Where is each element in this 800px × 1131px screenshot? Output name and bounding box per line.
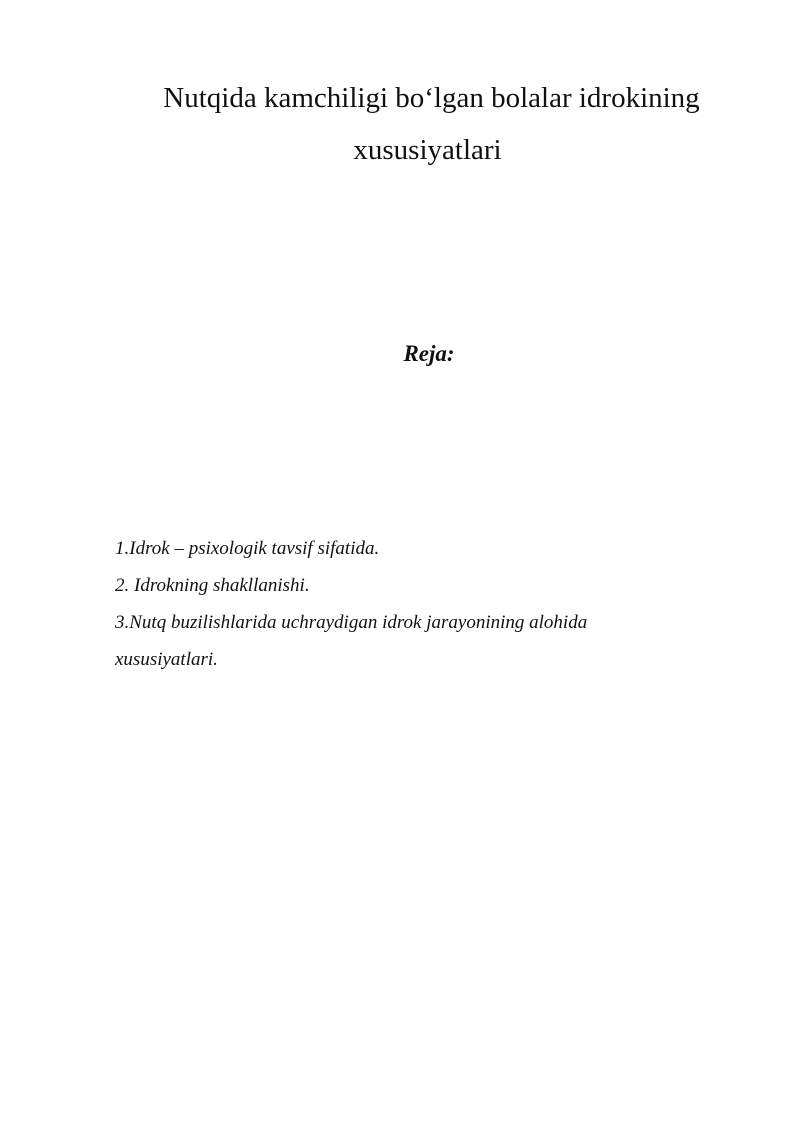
document-title-line-2: xususiyatlari xyxy=(353,134,502,166)
plan-item-1: 1.Idrok – psixologik tavsif sifatida. xyxy=(115,538,380,559)
plan-heading: Reja: xyxy=(403,341,455,366)
document-title-line-1: Nutqida kamchiligi bo‘lgan bolalar idrokining xyxy=(163,82,700,114)
plan-item-3: 3.Nutq buzilishlarida uchraydigan idrok jarayonining alohida xyxy=(115,612,588,633)
plan-list xyxy=(115,530,715,678)
plan-item-3-continued: xususiyatlari. xyxy=(115,649,218,670)
plan-item-2: 2. Idrokning shakllanishi. xyxy=(115,575,310,596)
document-title xyxy=(115,72,740,176)
